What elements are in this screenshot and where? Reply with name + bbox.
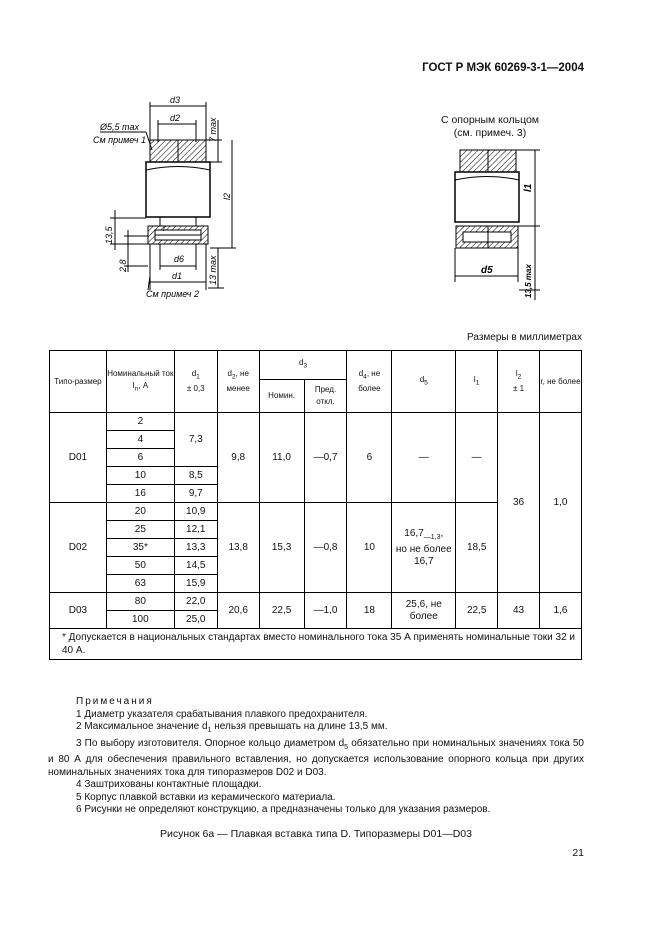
l1-label: l1	[523, 183, 534, 192]
figure-caption: Рисунок 6а — Плавкая вставка типа D. Типоразмеры D01—D03	[160, 828, 472, 840]
note-1: 1 Диаметр указателя срабатывания плавкого предохранителя.	[76, 708, 368, 720]
d3-nom-cell: 11,0	[259, 413, 304, 503]
header-current: Номинальный ток $I_n$, А	[106, 351, 174, 413]
r-label: r	[163, 224, 166, 233]
header-l2: $l_2$ ± 1	[498, 351, 540, 413]
d5-cell: $16,7_{—1,3}$, но не более 16,7	[392, 503, 456, 593]
current-cell: 2	[106, 413, 174, 431]
notes-section	[48, 696, 584, 817]
left-fuse-drawing	[0, 0, 661, 320]
header-d5: $d_5$	[392, 351, 456, 413]
header-d4: $d_4$, не более	[347, 351, 392, 413]
d1-cell: 8,5	[174, 467, 217, 485]
d1-cell: 14,5	[174, 557, 217, 575]
note-5: 5 Корпус плавкой вставки из керамического материала.	[76, 791, 336, 803]
current-cell: 63	[106, 575, 174, 593]
h2-label: 2,8	[118, 259, 128, 272]
d2-cell: 9,8	[217, 413, 259, 503]
max7-label: 7 max	[208, 117, 218, 142]
d3-nom-cell: 22,5	[259, 593, 304, 629]
current-cell: 100	[106, 611, 174, 629]
diameter-label: Ø5,5 max	[100, 122, 140, 132]
l1-cell: —	[456, 413, 498, 503]
d1-cell: 7,3	[174, 413, 217, 467]
d2-cell: 13,8	[217, 503, 259, 593]
l2-label: l2	[222, 192, 232, 200]
l2-shared-cell: 36	[498, 413, 540, 593]
l1-cell: 22,5	[456, 593, 498, 629]
d1-label: d1	[172, 271, 183, 281]
current-cell: 16	[106, 485, 174, 503]
header-d2: $d_2$, не менее	[217, 351, 259, 413]
l1-cell: 18,5	[456, 503, 498, 593]
dimensions-table	[49, 350, 582, 660]
max13-label: 13 max	[208, 255, 218, 285]
current-cell: 80	[106, 593, 174, 611]
d1-cell: 12,1	[174, 521, 217, 539]
table-footnote: * Допускается в национальных стандартах вместо номинального тока 35 А применять номинальные токи 32 и 40 А.	[50, 629, 582, 660]
right-figure-caption	[430, 114, 550, 140]
d4-cell: 18	[347, 593, 392, 629]
d5-label: d5	[481, 265, 493, 276]
header-l1: $l_1$	[456, 351, 498, 413]
d3-label: d3	[170, 95, 181, 105]
d3-dev-cell: —0,8	[304, 503, 347, 593]
d1-cell: 15,9	[174, 575, 217, 593]
d2-label: d2	[170, 113, 181, 123]
current-cell: 10	[106, 467, 174, 485]
r-cell: 1,6	[540, 593, 582, 629]
type-d02: D02	[50, 503, 107, 593]
units-caption: Размеры в миллиметрах	[467, 332, 582, 343]
l2-cell: 43	[498, 593, 540, 629]
document-code: ГОСТ Р МЭК 60269-3-1—2004	[422, 62, 584, 74]
caption-line-1: С опорным кольцом	[440, 114, 540, 126]
note-2: 2 Максимальное значение $d_1$ нельзя превышать на длине 13,5 мм.	[76, 721, 388, 734]
current-cell: 35*	[106, 539, 174, 557]
d3-dev-cell: —0,7	[304, 413, 347, 503]
note-4: 4 Заштрихованы контактные площадки.	[76, 779, 262, 790]
d6-label: d6	[174, 254, 185, 264]
header-d3-nom: Номин.	[259, 380, 304, 413]
d4-cell: 6	[347, 413, 392, 503]
page-number: 21	[572, 847, 584, 859]
d4-cell: 10	[347, 503, 392, 593]
notes-title: Примечания	[76, 696, 154, 707]
d1-cell: 25,0	[174, 611, 217, 629]
note-3: 3 По выбору изготовителя. Опорное кольцо диаметром $d_5$ обязательно при номинальных значениях тока 50 и 80 А для обеспечения правильного вставления, но допускается использование опорного кольца при других номинальных значениях тока для типоразмеров D02 и D03.	[48, 737, 584, 778]
header-d3-dev: Пред. откл.	[304, 380, 347, 413]
current-cell: 20	[106, 503, 174, 521]
type-d01: D01	[50, 413, 107, 503]
header-d1: $d_1$ ± 0,3	[174, 351, 217, 413]
d5-cell: 25,6, не более	[392, 593, 456, 629]
current-cell: 6	[106, 449, 174, 467]
current-cell: 25	[106, 521, 174, 539]
h135-label: 13,5	[104, 226, 114, 244]
d1-cell: 9,7	[174, 485, 217, 503]
current-cell: 4	[106, 431, 174, 449]
type-d03: D03	[50, 593, 107, 629]
note1-label: См примеч 1	[93, 135, 146, 145]
d1-cell: 22,0	[174, 593, 217, 611]
header-type: Типо-размер	[50, 351, 107, 413]
d3-nom-cell: 15,3	[259, 503, 304, 593]
header-d3: $d_3$	[259, 351, 347, 380]
max135-label: 13,5 max	[524, 264, 533, 298]
d2-cell: 20,6	[217, 593, 259, 629]
caption-line-2: (см. примеч. 3)	[453, 127, 527, 139]
note2-label: См примеч 2	[146, 289, 199, 299]
d5-cell: —	[392, 413, 456, 503]
d1-cell: 13,3	[174, 539, 217, 557]
note-6: 6 Рисунки не определяют конструкцию, а предназначены только для указания размеров.	[76, 804, 491, 815]
d3-dev-cell: —1,0	[304, 593, 347, 629]
r-shared-cell: 1,0	[540, 413, 582, 593]
current-cell: 50	[106, 557, 174, 575]
header-r: r, не более	[540, 351, 582, 413]
d1-cell: 10,9	[174, 503, 217, 521]
